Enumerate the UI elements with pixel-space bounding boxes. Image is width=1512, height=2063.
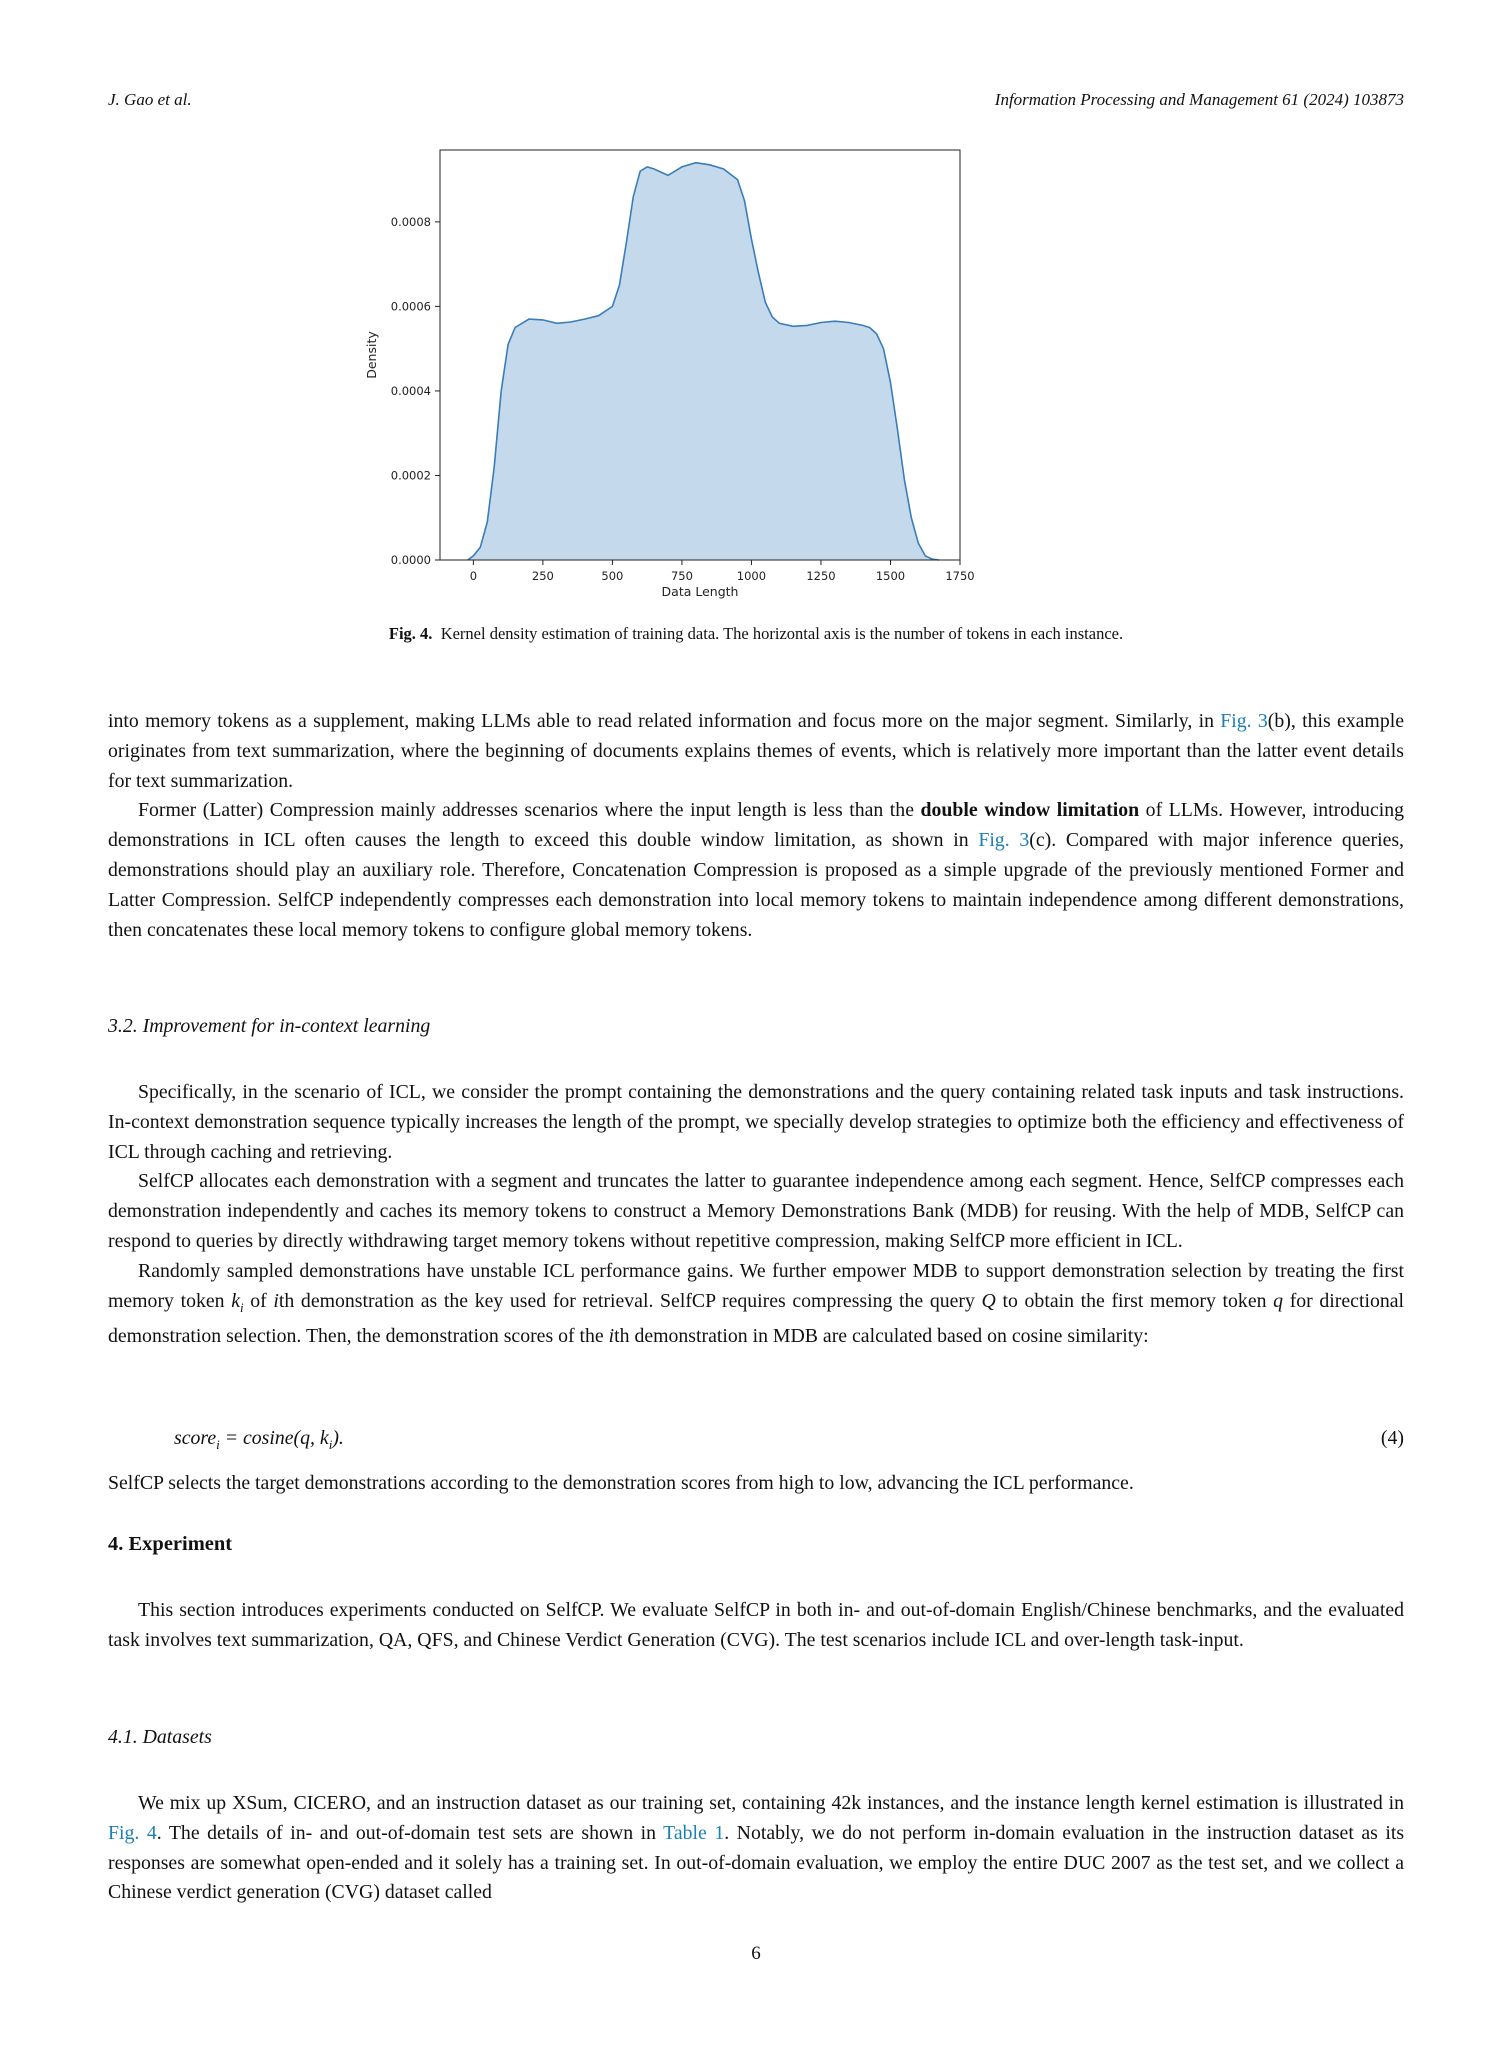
section-heading-3-2: 3.2. Improvement for in-context learning [108,1015,431,1037]
body-text-icl [108,1078,1404,1352]
x-tick-label: 1750 [945,569,975,583]
section-heading-4: 4. Experiment [108,1533,233,1555]
density-area [468,163,939,560]
x-tick-label: 1500 [875,569,906,583]
table1-link[interactable]: Table 1 [663,1821,725,1844]
body-text-top [108,707,1404,945]
body-text-datasets [108,1789,1404,1908]
x-tick-label: 500 [601,569,624,583]
y-tick-label: 0.0006 [390,299,431,314]
paragraph: Former (Latter) Compression mainly addresses scenarios where the input length is less than the double window limitation of LLMs. However, introducing demonstrations in ICL often causes the length to exceed this double window limitation, as shown in Fig. 3(c). Compared with major inference queries, demonstrations should play an auxiliary role. Therefore, Concatenation Compression is proposed as a simple upgrade of the previously mentioned Former and Latter Compression. SelfCP independently compresses each demonstration into local memory tokens to maintain independence among different demonstrations, then concatenates these local memory tokens to configure global memory tokens. [108,799,1404,941]
section-heading-4-1: 4.1. Datasets [108,1726,212,1748]
paragraph: SelfCP selects the target demonstrations according to the demonstration scores from high to low, advancing the ICL performance. [108,1472,1134,1494]
equation-number: (4) [1380,1427,1404,1449]
figure-caption [108,624,1404,644]
y-axis-label: Density [364,331,379,379]
paragraph: Randomly sampled demonstrations have unstable ICL performance gains. We further empower MDB to support demonstration selection by treating the first memory token $k_i$ of ith demonstration as the key used for retrieval. SelfCP requires compressing the query Q to obtain the first memory token q for directional demonstration selection. Then, the demonstration scores of the ith demonstration in MDB are calculated based on cosine similarity: [108,1259,1405,1348]
paragraph: We mix up XSum, CICERO, and an instruction dataset as our training set, containing 42k instances, and the instance length kernel estimation is illustrated in Fig. 4. The details of in- and out-of-domain test sets are shown in Table 1. Notably, we do not perform in-domain evaluation in the instruction dataset as its responses are somewhat open-ended and it solely has a training set. In out-of-domain evaluation, we employ the entire DUC 2007 as the test set, and we collect a Chinese verdict generation (CVG) dataset called [108,1792,1405,1904]
body-text-experiment [108,1596,1404,1656]
page-number: 6 [751,1943,761,1964]
paragraph: This section introduces experiments conducted on SelfCP. We evaluate SelfCP in both in- and out-of-domain English/Chinese benchmarks, and the evaluated task involves text summarization, QA, QFS, and Chinese Verdict Generation (CVG). The test scenarios include ICL and over-length task-input. [108,1599,1404,1651]
y-tick-label: 0.0008 [390,214,431,229]
x-tick-label: 750 [670,569,693,583]
paragraph: into memory tokens as a supplement, making LLMs able to read related information and focus more on the major segment. Similarly, in Fig. 3(b), this example originates from text summarization, where the beginning of documents explains themes of events, which is relatively more important than the latter event details for text summarization. [108,710,1404,792]
x-tick-label: 0 [469,569,478,583]
equation-4: score$_i$ = cosine(q, $k_i$). [174,1427,344,1452]
fig3-link[interactable]: Fig. 3 [1220,710,1268,732]
y-tick-label: 0.0002 [390,468,431,483]
fig4-link[interactable]: Fig. 4 [108,1821,157,1844]
figure-caption-text: Kernel density estimation of training data. The horizontal axis is the number of tokens in each instance. [440,624,1124,643]
x-tick-label: 1250 [806,569,836,583]
running-head-authors: J. Gao et al. [108,90,192,109]
y-tick-label: 0.0000 [390,553,431,567]
x-tick-label: 1000 [736,569,767,583]
body-text-after-eq [108,1469,1404,1499]
paragraph: Specifically, in the scenario of ICL, we consider the prompt containing the demonstrations and the query containing related task inputs and task instructions. In-context demonstration sequence typically increases the length of the prompt, we specially develop strategies to optimize both the efficiency and effectiveness of ICL through caching and retrieving. [108,1081,1404,1163]
figure-label: Fig. 4. [388,624,433,643]
paragraph: SelfCP allocates each demonstration with a segment and truncates the latter to guarantee independence among each segment. Hence, SelfCP compresses each demonstration independently and caches its memory tokens to construct a Memory Demonstrations Bank (MDB) for reusing. With the help of MDB, SelfCP can respond to queries by directly withdrawing target memory tokens without repetitive compression, making SelfCP more efficient in ICL. [108,1170,1404,1252]
x-axis-label: Data Length [661,584,739,599]
y-tick-label: 0.0004 [390,383,431,398]
x-tick-label: 250 [531,569,554,583]
running-head-journal: Information Processing and Management 61 (2024) 103873 [994,90,1404,109]
kde-chart [360,140,1150,605]
fig3-link[interactable]: Fig. 3 [978,829,1030,852]
